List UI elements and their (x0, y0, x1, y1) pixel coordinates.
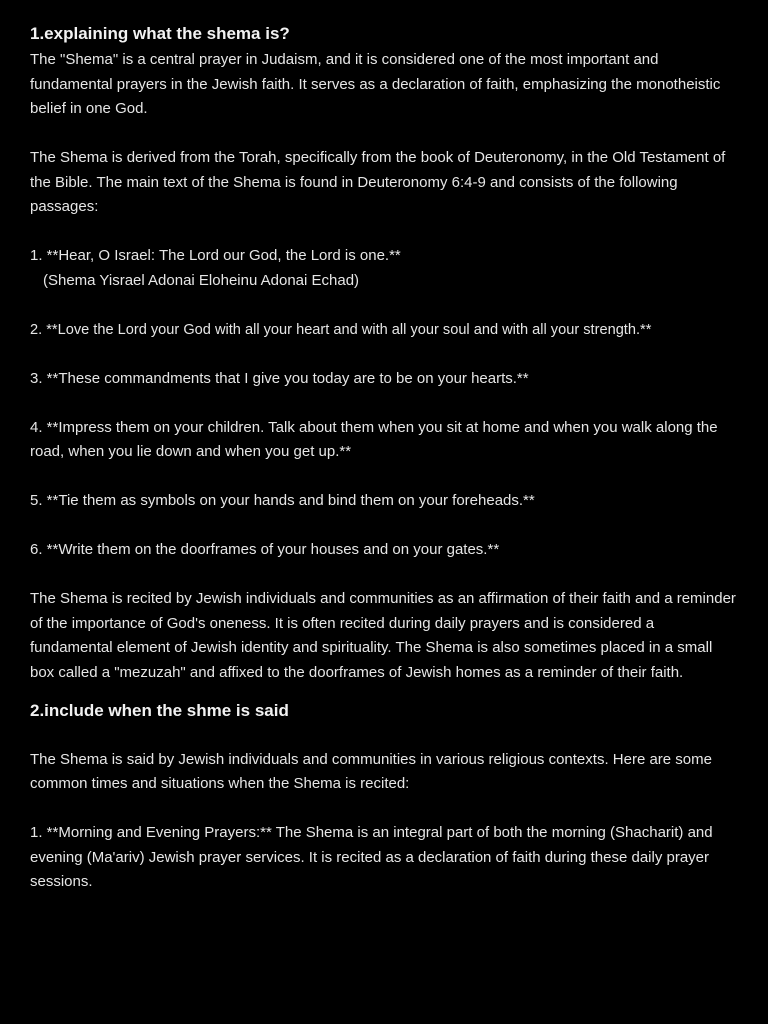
section-2-paragraph-1: The Shema is said by Jewish individuals and communities in various religious contexts. Here are some common times and situations when the Shema is recited: (30, 750, 712, 792)
shema-passage-1-text: 1. **Hear, O Israel: The Lord our God, the Lord is one.** (30, 247, 401, 264)
section-2-heading: 2.include when the shme is said (30, 701, 289, 720)
section-1-heading: 1.explaining what the shema is? (30, 24, 290, 43)
shema-passage-4: 4. **Impress them on your children. Talk about them when you sit at home and when you walk along the road, when you lie down and when you get up.** (30, 418, 718, 460)
shema-passage-1 (30, 244, 738, 293)
shema-passage-1-transliteration: (Shema Yisrael Adonai Eloheinu Adonai Echad) (43, 271, 360, 289)
section-1-paragraph-3: The Shema is recited by Jewish individuals and communities as an affirmation of their faith and a reminder of the importance of God's oneness. It is often recited during daily prayers and is considered a fundamental element of Jewish identity and spirituality. The Shema is also sometimes placed in a small box called a "mezuzah" and affixed to the doorframes of Jewish homes as a reminder of their faith. (30, 590, 736, 681)
section-1-paragraph-2: The Shema is derived from the Torah, specifically from the book of Deuteronomy, in the Old Testament of the Bible. The main text of the Shema is found in Deuteronomy 6:4-9 and consists of the following passages: (30, 149, 726, 215)
section-1-paragraph-1: The "Shema" is a central prayer in Judaism, and it is considered one of the most important and fundamental prayers in the Jewish faith. It serves as a declaration of faith, emphasizing the monotheistic belief in one God. (30, 51, 721, 117)
shema-passage-2: 2. **Love the Lord your God with all your heart and with all your soul and with all your strength.** (30, 321, 652, 338)
shema-passage-5: 5. **Tie them as symbols on your hands and bind them on your foreheads.** (30, 492, 535, 509)
shema-passage-3: 3. **These commandments that I give you today are to be on your hearts.** (30, 369, 529, 387)
shema-passage-6: 6. **Write them on the doorframes of your houses and on your gates.** (30, 541, 500, 558)
recitation-time-1: 1. **Morning and Evening Prayers:** The Shema is an integral part of both the morning (Shacharit) and evening (Ma'ariv) Jewish prayer services. It is recited as a declaration of faith during these daily prayer sessions. (30, 824, 713, 890)
